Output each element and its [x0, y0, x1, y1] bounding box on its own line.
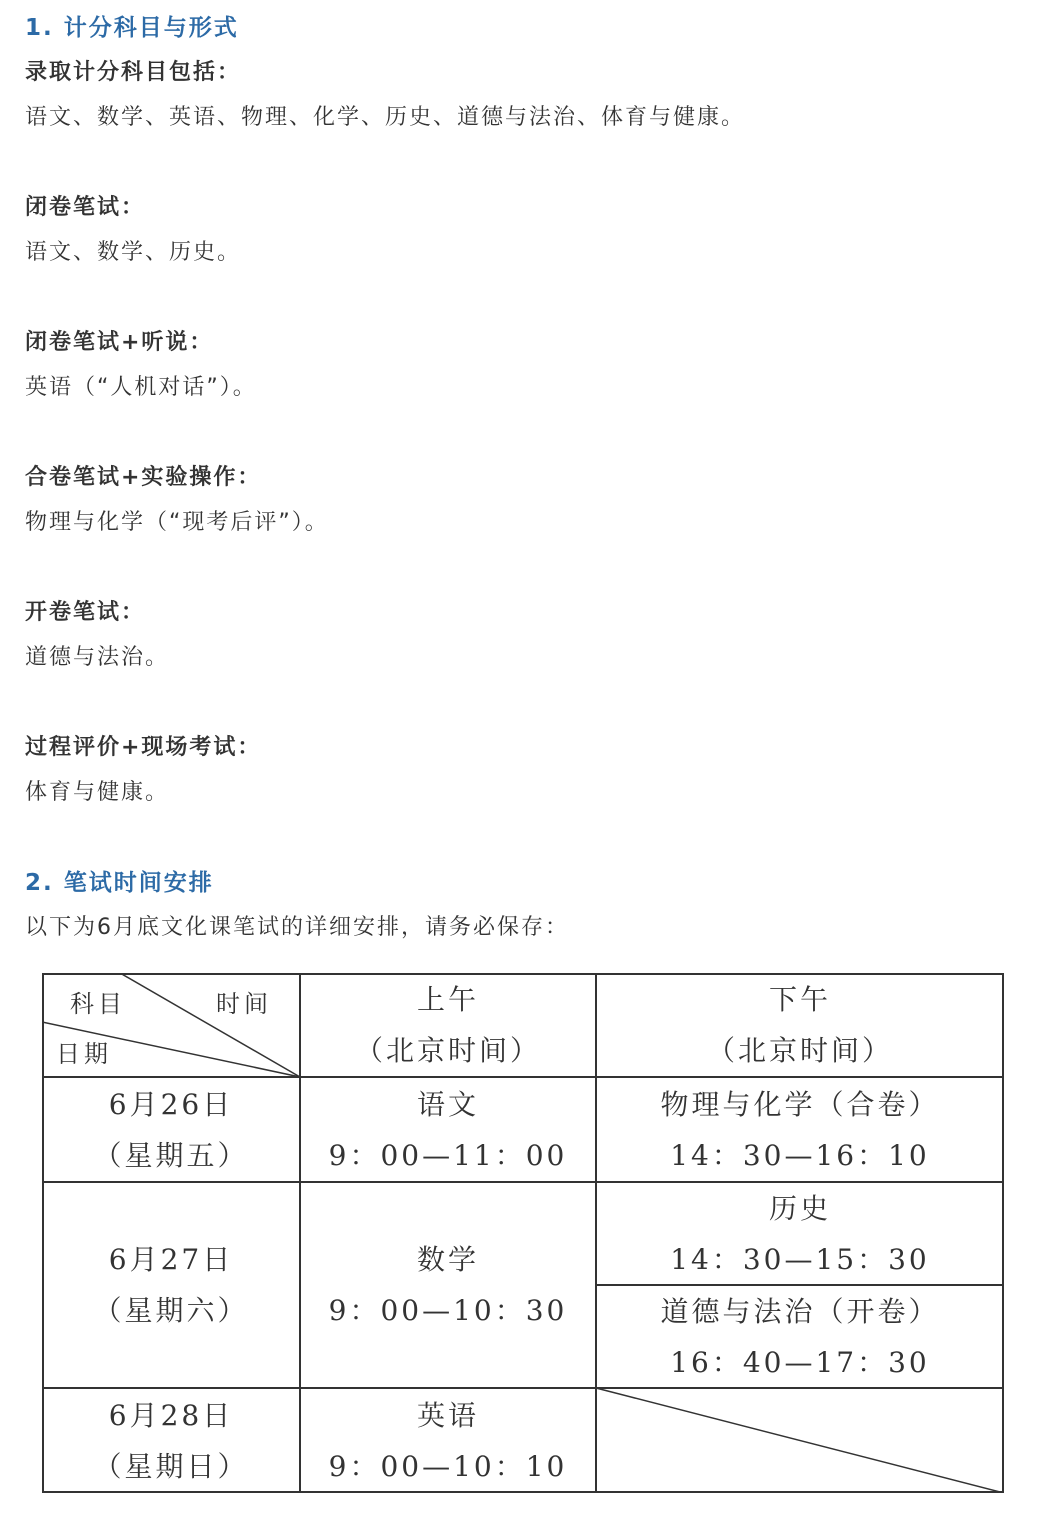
table-row-afternoon-cell [596, 1077, 1004, 1182]
exam-subject: 语文 [416, 1087, 479, 1121]
section-2-intro: 以下为6月底文化课笔试的详细安排，请务必保存： [25, 915, 569, 940]
exam-time: 9：00—11：00 [328, 1138, 568, 1172]
exam-time: 16：40—17：30 [670, 1345, 930, 1379]
group-text-closed-book: 语文、数学、历史。 [25, 240, 242, 265]
exam-subject: 物理与化学（合卷） [660, 1087, 940, 1121]
exam-subject: 数学 [416, 1243, 479, 1276]
group-text-scoring-subjects: 语文、数学、英语、物理、化学、历史、道德与法治、体育与健康。 [25, 105, 746, 130]
table-row-date-cell [42, 1077, 300, 1182]
row-weekday: （星期日） [93, 1449, 249, 1483]
group-text-open-book: 道德与法治。 [25, 645, 170, 670]
exam-time: 9：00—10：30 [328, 1294, 568, 1327]
exam-subject: 历史 [768, 1191, 831, 1225]
table-row-morning-cell [300, 1182, 596, 1388]
row-date: 6月26日 [108, 1087, 234, 1121]
group-heading-open-book: 开卷笔试： [25, 600, 146, 625]
group-heading-scoring-subjects: 录取计分科目包括： [25, 60, 242, 85]
table-row-date-cell [42, 1388, 300, 1493]
exam-time: 14：30—16：10 [670, 1138, 930, 1172]
header-morning-note: （北京时间） [354, 1034, 541, 1067]
row-weekday: （星期五） [93, 1138, 249, 1172]
exam-subject: 英语 [416, 1398, 479, 1432]
row-weekday: （星期六） [93, 1294, 249, 1327]
group-heading-closed-book-listening: 闭卷笔试+听说： [25, 330, 214, 355]
group-heading-closed-book: 闭卷笔试： [25, 195, 146, 220]
corner-label-subject: 科目 [70, 990, 126, 1018]
exam-time: 9：00—10：10 [328, 1449, 568, 1483]
exam-subject: 道德与法治（开卷） [660, 1294, 940, 1328]
table-row-afternoon-cell [596, 1182, 1004, 1285]
exam-schedule-table [42, 973, 1004, 1493]
corner-diagonal-upper [120, 973, 300, 1077]
exam-time: 14：30—15：30 [670, 1242, 930, 1276]
corner-label-date: 日期 [56, 1040, 112, 1068]
group-heading-combined-lab: 合卷笔试+实验操作： [25, 465, 262, 490]
table-row-afternoon-cell [596, 1285, 1004, 1388]
empty-cell-diagonal [596, 1388, 1004, 1493]
row-date: 6月27日 [108, 1243, 234, 1276]
section-2-title: 2. 笔试时间安排 [25, 870, 214, 896]
corner-label-time: 时间 [216, 990, 272, 1018]
table-row-date-cell [42, 1182, 300, 1388]
group-text-combined-lab: 物理与化学（“现考后评”）。 [25, 510, 329, 535]
header-afternoon [596, 973, 1004, 1077]
group-text-closed-book-listening: 英语（“人机对话”）。 [25, 375, 257, 400]
group-heading-process-eval: 过程评价+现场考试： [25, 735, 262, 760]
header-afternoon-note: （北京时间） [706, 1034, 893, 1067]
header-morning [300, 973, 596, 1077]
header-afternoon-title: 下午 [768, 983, 831, 1016]
group-text-process-eval: 体育与健康。 [25, 780, 170, 805]
table-row-morning-cell [300, 1388, 596, 1493]
header-morning-title: 上午 [416, 983, 479, 1016]
section-1-title: 1. 计分科目与形式 [25, 15, 239, 41]
table-row-morning-cell [300, 1077, 596, 1182]
row-date: 6月28日 [108, 1398, 234, 1432]
